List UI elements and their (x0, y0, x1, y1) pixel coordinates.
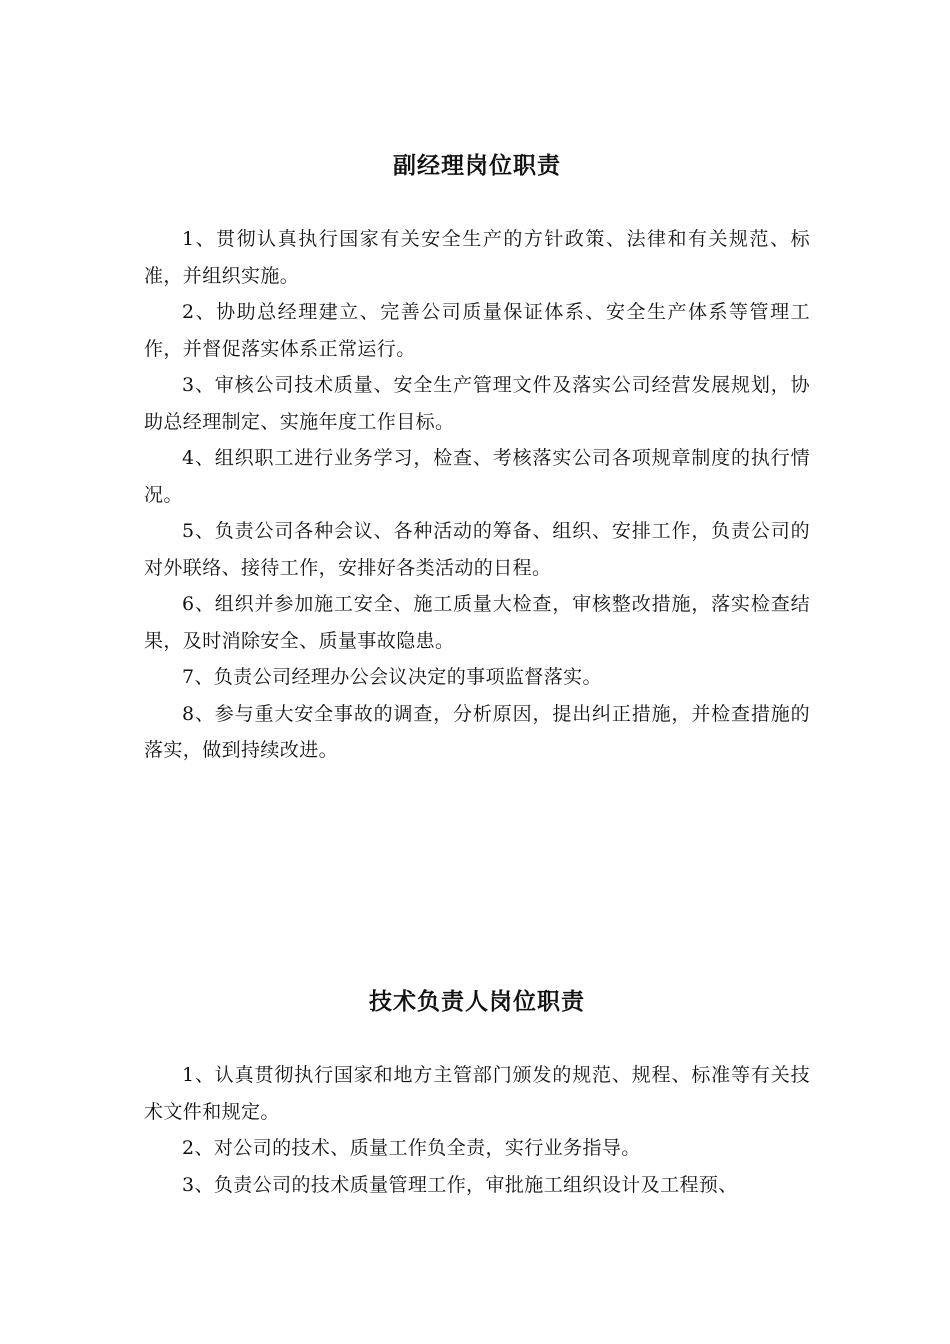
duty-item: 6、组织并参加施工安全、施工质量大检查，审核整改措施，落实检查结果，及时消除安全、质量事故隐患。 (144, 593, 810, 652)
duty-item: 3、负责公司的技术质量管理工作，审批施工组织设计及工程预、 (182, 1173, 738, 1196)
duty-item: 1、认真贯彻执行国家和地方主管部门颁发的规范、规程、标准等有关技术文件和规定。 (144, 1064, 810, 1123)
duty-item: 3、审核公司技术质量、安全生产管理文件及落实公司经营发展规划，协助总经理制定、实施年度工作目标。 (144, 374, 810, 433)
duty-item: 4、组织职工进行业务学习，检查、考核落实公司各项规章制度的执行情况。 (144, 447, 810, 506)
duty-item: 7、负责公司经理办公会议决定的事项监督落实。 (182, 666, 602, 688)
section-deputy-manager-duties (144, 146, 810, 769)
duty-item: 1、贯彻认真执行国家有关安全生产的方针政策、法律和有关规范、标准，并组织实施。 (144, 228, 810, 287)
section-title: 副经理岗位职责 (393, 152, 561, 179)
duty-item: 2、对公司的技术、质量工作负全责，实行业务指导。 (182, 1137, 641, 1159)
duty-item: 8、参与重大安全事故的调查，分析原因，提出纠正措施，并检查措施的落实，做到持续改进。 (144, 702, 810, 761)
section-technical-lead-duties (144, 982, 810, 1203)
section-title: 技术负责人岗位职责 (369, 988, 585, 1015)
duty-item: 5、负责公司各种会议、各种活动的筹备、组织、安排工作，负责公司的对外联络、接待工作，安排好各类活动的日程。 (144, 520, 810, 579)
duty-item: 2、协助总经理建立、完善公司质量保证体系、安全生产体系等管理工作，并督促落实体系正常运行。 (144, 301, 810, 360)
